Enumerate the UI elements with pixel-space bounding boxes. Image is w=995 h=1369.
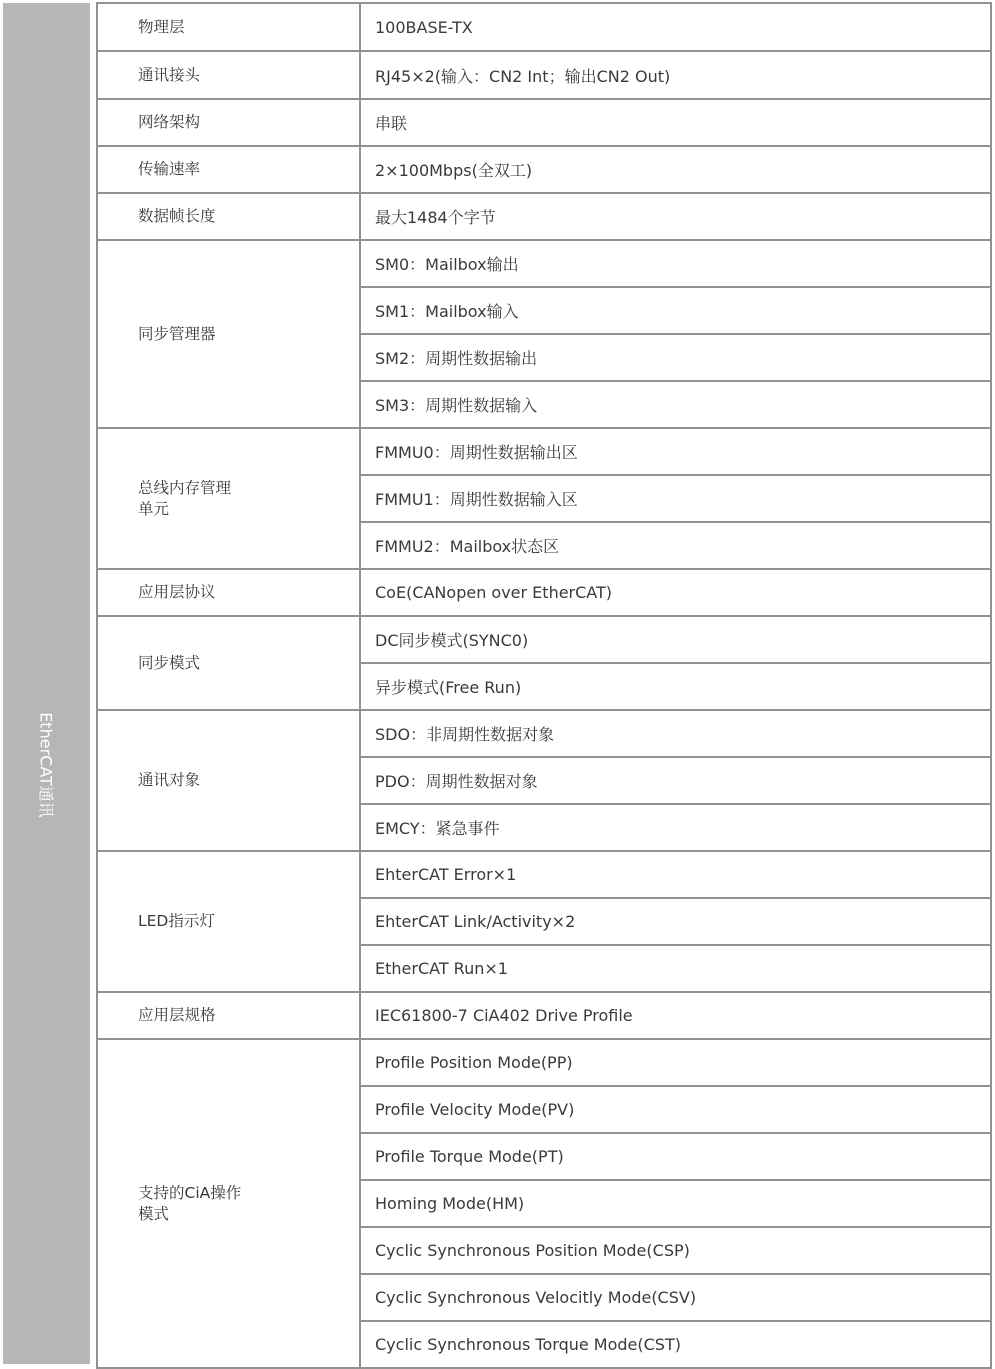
- table-row: [97, 992, 991, 1039]
- spec-value: 异步模式(Free Run): [360, 663, 991, 710]
- spec-label: 应用层规格: [97, 992, 360, 1039]
- spec-value: 最大1484个字节: [360, 193, 991, 240]
- spec-value: FMMU0：周期性数据输出区: [360, 428, 991, 475]
- spec-value: SDO：非周期性数据对象: [360, 710, 991, 757]
- table-row: [97, 99, 991, 146]
- spec-label: 网络架构: [97, 99, 360, 146]
- spec-value: 2×100Mbps(全双工): [360, 146, 991, 193]
- spec-label: 传输速率: [97, 146, 360, 193]
- spec-value: SM2：周期性数据输出: [360, 334, 991, 381]
- spec-label: [97, 428, 360, 569]
- spec-value: Cyclic Synchronous Velocitly Mode(CSV): [360, 1274, 991, 1321]
- spec-value: Profile Position Mode(PP): [360, 1039, 991, 1086]
- spec-value: Cyclic Synchronous Position Mode(CSP): [360, 1227, 991, 1274]
- table-row: [97, 616, 991, 663]
- spec-value: Profile Velocity Mode(PV): [360, 1086, 991, 1133]
- spec-value: EhterCAT Error×1: [360, 851, 991, 898]
- spec-value: 100BASE-TX: [360, 3, 991, 51]
- table-row: [97, 3, 991, 51]
- spec-value: EMCY：紧急事件: [360, 804, 991, 851]
- spec-label: LED指示灯: [97, 851, 360, 992]
- spec-value: Homing Mode(HM): [360, 1180, 991, 1227]
- spec-value: PDO：周期性数据对象: [360, 757, 991, 804]
- spec-value: IEC61800-7 CiA402 Drive Profile: [360, 992, 991, 1039]
- section-sidebar: [3, 3, 90, 1364]
- table-row: [97, 1039, 991, 1086]
- spec-label: 通讯接头: [97, 51, 360, 99]
- spec-label-text: 总线内存管理单元: [138, 478, 232, 518]
- table-row: [97, 193, 991, 240]
- spec-value: SM3：周期性数据输入: [360, 381, 991, 428]
- table-row: [97, 51, 991, 99]
- spec-value: DC同步模式(SYNC0): [360, 616, 991, 663]
- spec-label: 物理层: [97, 3, 360, 51]
- table-row: [97, 851, 991, 898]
- spec-label: 同步管理器: [97, 240, 360, 428]
- spec-value: CoE(CANopen over EtherCAT): [360, 569, 991, 616]
- table-row: [97, 146, 991, 193]
- spec-value: FMMU2：Mailbox状态区: [360, 522, 991, 569]
- spec-value: Cyclic Synchronous Torque Mode(CST): [360, 1321, 991, 1368]
- spec-value: EtherCAT Run×1: [360, 945, 991, 992]
- spec-value: SM1：Mailbox输入: [360, 287, 991, 334]
- section-label: EtherCAT通讯: [36, 712, 56, 818]
- table-row: [97, 569, 991, 616]
- spec-table: [96, 2, 992, 1369]
- spec-value: FMMU1：周期性数据输入区: [360, 475, 991, 522]
- spec-label-text: 支持的CiA操作模式: [138, 1183, 242, 1223]
- spec-value: EhterCAT Link/Activity×2: [360, 898, 991, 945]
- spec-label: 同步模式: [97, 616, 360, 710]
- spec-value: RJ45×2(输入：CN2 Int；输出CN2 Out): [360, 51, 991, 99]
- spec-value: Profile Torque Mode(PT): [360, 1133, 991, 1180]
- table-row: [97, 428, 991, 475]
- spec-label: 应用层协议: [97, 569, 360, 616]
- spec-label: 通讯对象: [97, 710, 360, 851]
- spec-value: 串联: [360, 99, 991, 146]
- spec-label: 数据帧长度: [97, 193, 360, 240]
- table-row: [97, 240, 991, 287]
- spec-value: SM0：Mailbox输出: [360, 240, 991, 287]
- table-row: [97, 710, 991, 757]
- spec-label: [97, 1039, 360, 1368]
